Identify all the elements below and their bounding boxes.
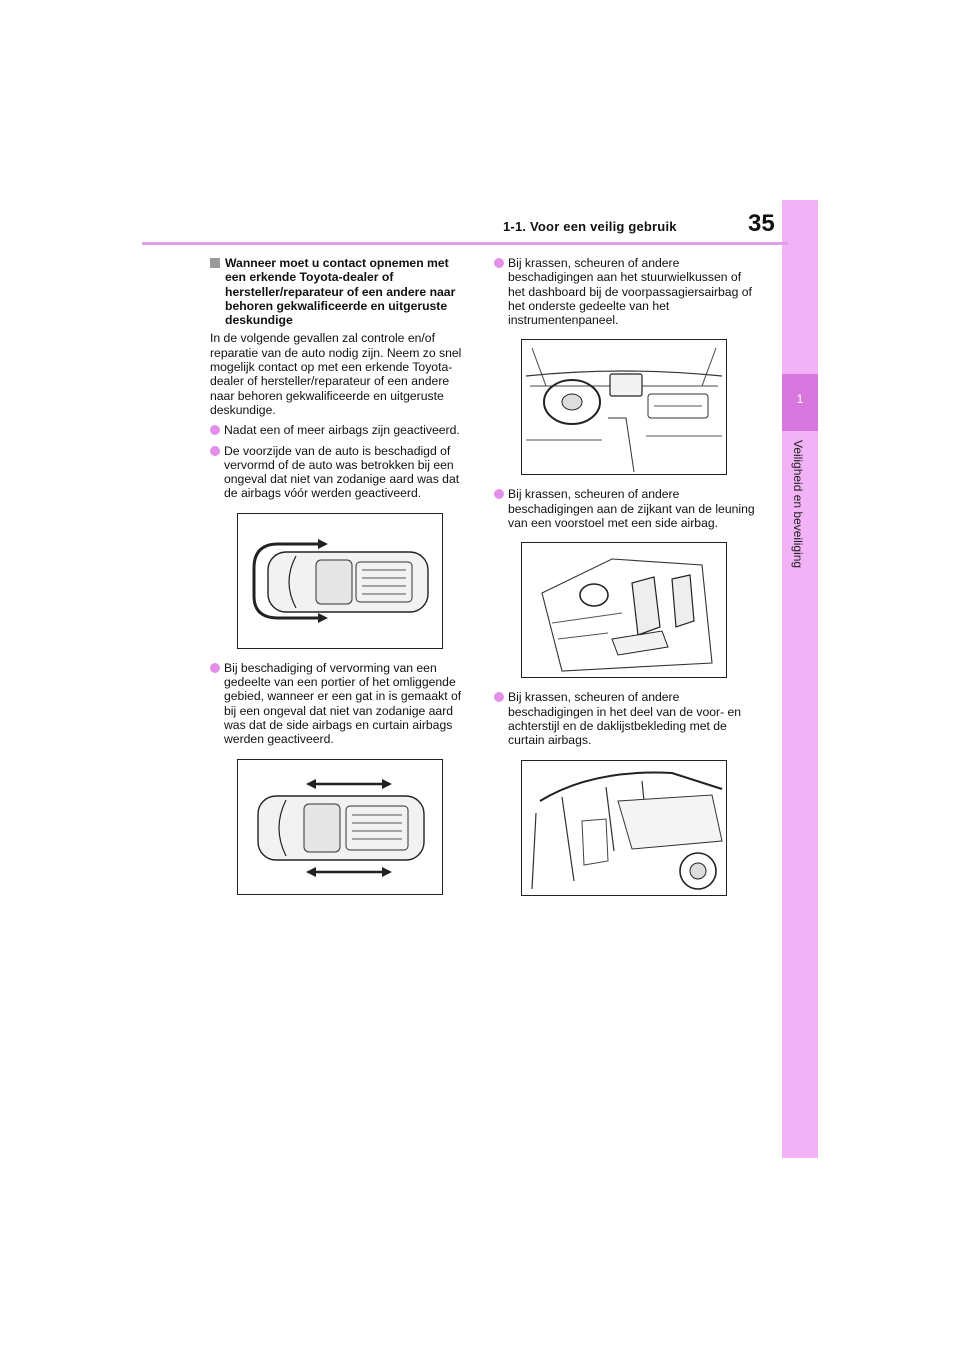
pillar-roof-illustration	[522, 761, 726, 895]
pink-dot-icon	[210, 425, 220, 435]
figure-pillar-roof	[521, 760, 727, 896]
right-column	[494, 256, 756, 908]
bullet-item	[210, 661, 472, 747]
section-heading	[210, 256, 472, 327]
car-top-view-front-illustration	[238, 514, 442, 648]
pink-dot-icon	[494, 258, 504, 268]
figure-side-damage	[237, 759, 443, 895]
bullet-item	[210, 423, 472, 437]
bullet-text: Nadat een of meer airbags zijn geactiveerd.	[224, 423, 460, 438]
dashboard-illustration	[522, 340, 726, 474]
bullet-text: De voorzijde van de auto is beschadigd of vervormd of de auto was betrokken bij een ongeval dat niet van zodanige aard was dat de airbags vóór werden geactiveerd.	[224, 443, 460, 501]
page-number: 35	[748, 210, 775, 237]
chapter-number: 1	[796, 392, 804, 406]
chapter-side-tab	[782, 200, 818, 1158]
figure-front-damage	[237, 513, 443, 649]
figure-dashboard	[521, 339, 727, 475]
bullet-text: Bij krassen, scheuren of andere beschadigingen aan de zijkant van de leuning van een voorstoel met een side airbag.	[508, 487, 755, 531]
gray-square-icon	[210, 258, 220, 268]
section-title: 1-1. Voor een veilig gebruik	[503, 219, 677, 234]
front-seat-illustration	[522, 543, 726, 677]
pink-dot-icon	[210, 446, 220, 456]
bullet-item	[210, 444, 472, 501]
bullet-text: Bij beschadiging of vervorming van een gedeelte van een portier of het omliggende gebied, wanneer er een gat in is gemaakt of bij een ongeval dat niet van zodanige aard was dat de side airbags en curtain airbags werden geactiveerd.	[224, 660, 462, 747]
pink-dot-icon	[210, 663, 220, 673]
section-heading-text: Wanneer moet u contact opnemen met een erkende Toyota-dealer of hersteller/reparateur of een andere naar behoren gekwalificeerde en uitgeruste deskundige	[225, 256, 456, 328]
intro-paragraph: In de volgende gevallen zal controle en/of reparatie van de auto nodig zijn. Neem zo snel mogelijk contact op met een erkende Toyota-dealer of hersteller/reparateur of een andere naar behoren gekwalificeerde en uitgeruste deskundige.	[210, 331, 462, 417]
bullet-item	[494, 487, 756, 530]
bullet-item	[494, 690, 756, 747]
car-top-view-side-illustration	[238, 760, 442, 894]
pink-dot-icon	[494, 692, 504, 702]
left-column	[210, 256, 472, 907]
bullet-text: Bij krassen, scheuren of andere beschadigingen in het deel van de voor- en achterstijl en de daklijstbekleding met de curtain airbags.	[508, 690, 742, 748]
figure-front-seat	[521, 542, 727, 678]
bullet-item	[494, 256, 756, 327]
pink-dot-icon	[494, 489, 504, 499]
chapter-label: Veiligheid en beveiliging	[791, 440, 805, 569]
header-rule	[142, 242, 788, 245]
bullet-text: Bij krassen, scheuren of andere beschadigingen aan het stuurwielkussen of het dashboard bij de voorpassagiersairbag of het onderste gedeelte van het instrumentenpaneel.	[508, 256, 752, 328]
